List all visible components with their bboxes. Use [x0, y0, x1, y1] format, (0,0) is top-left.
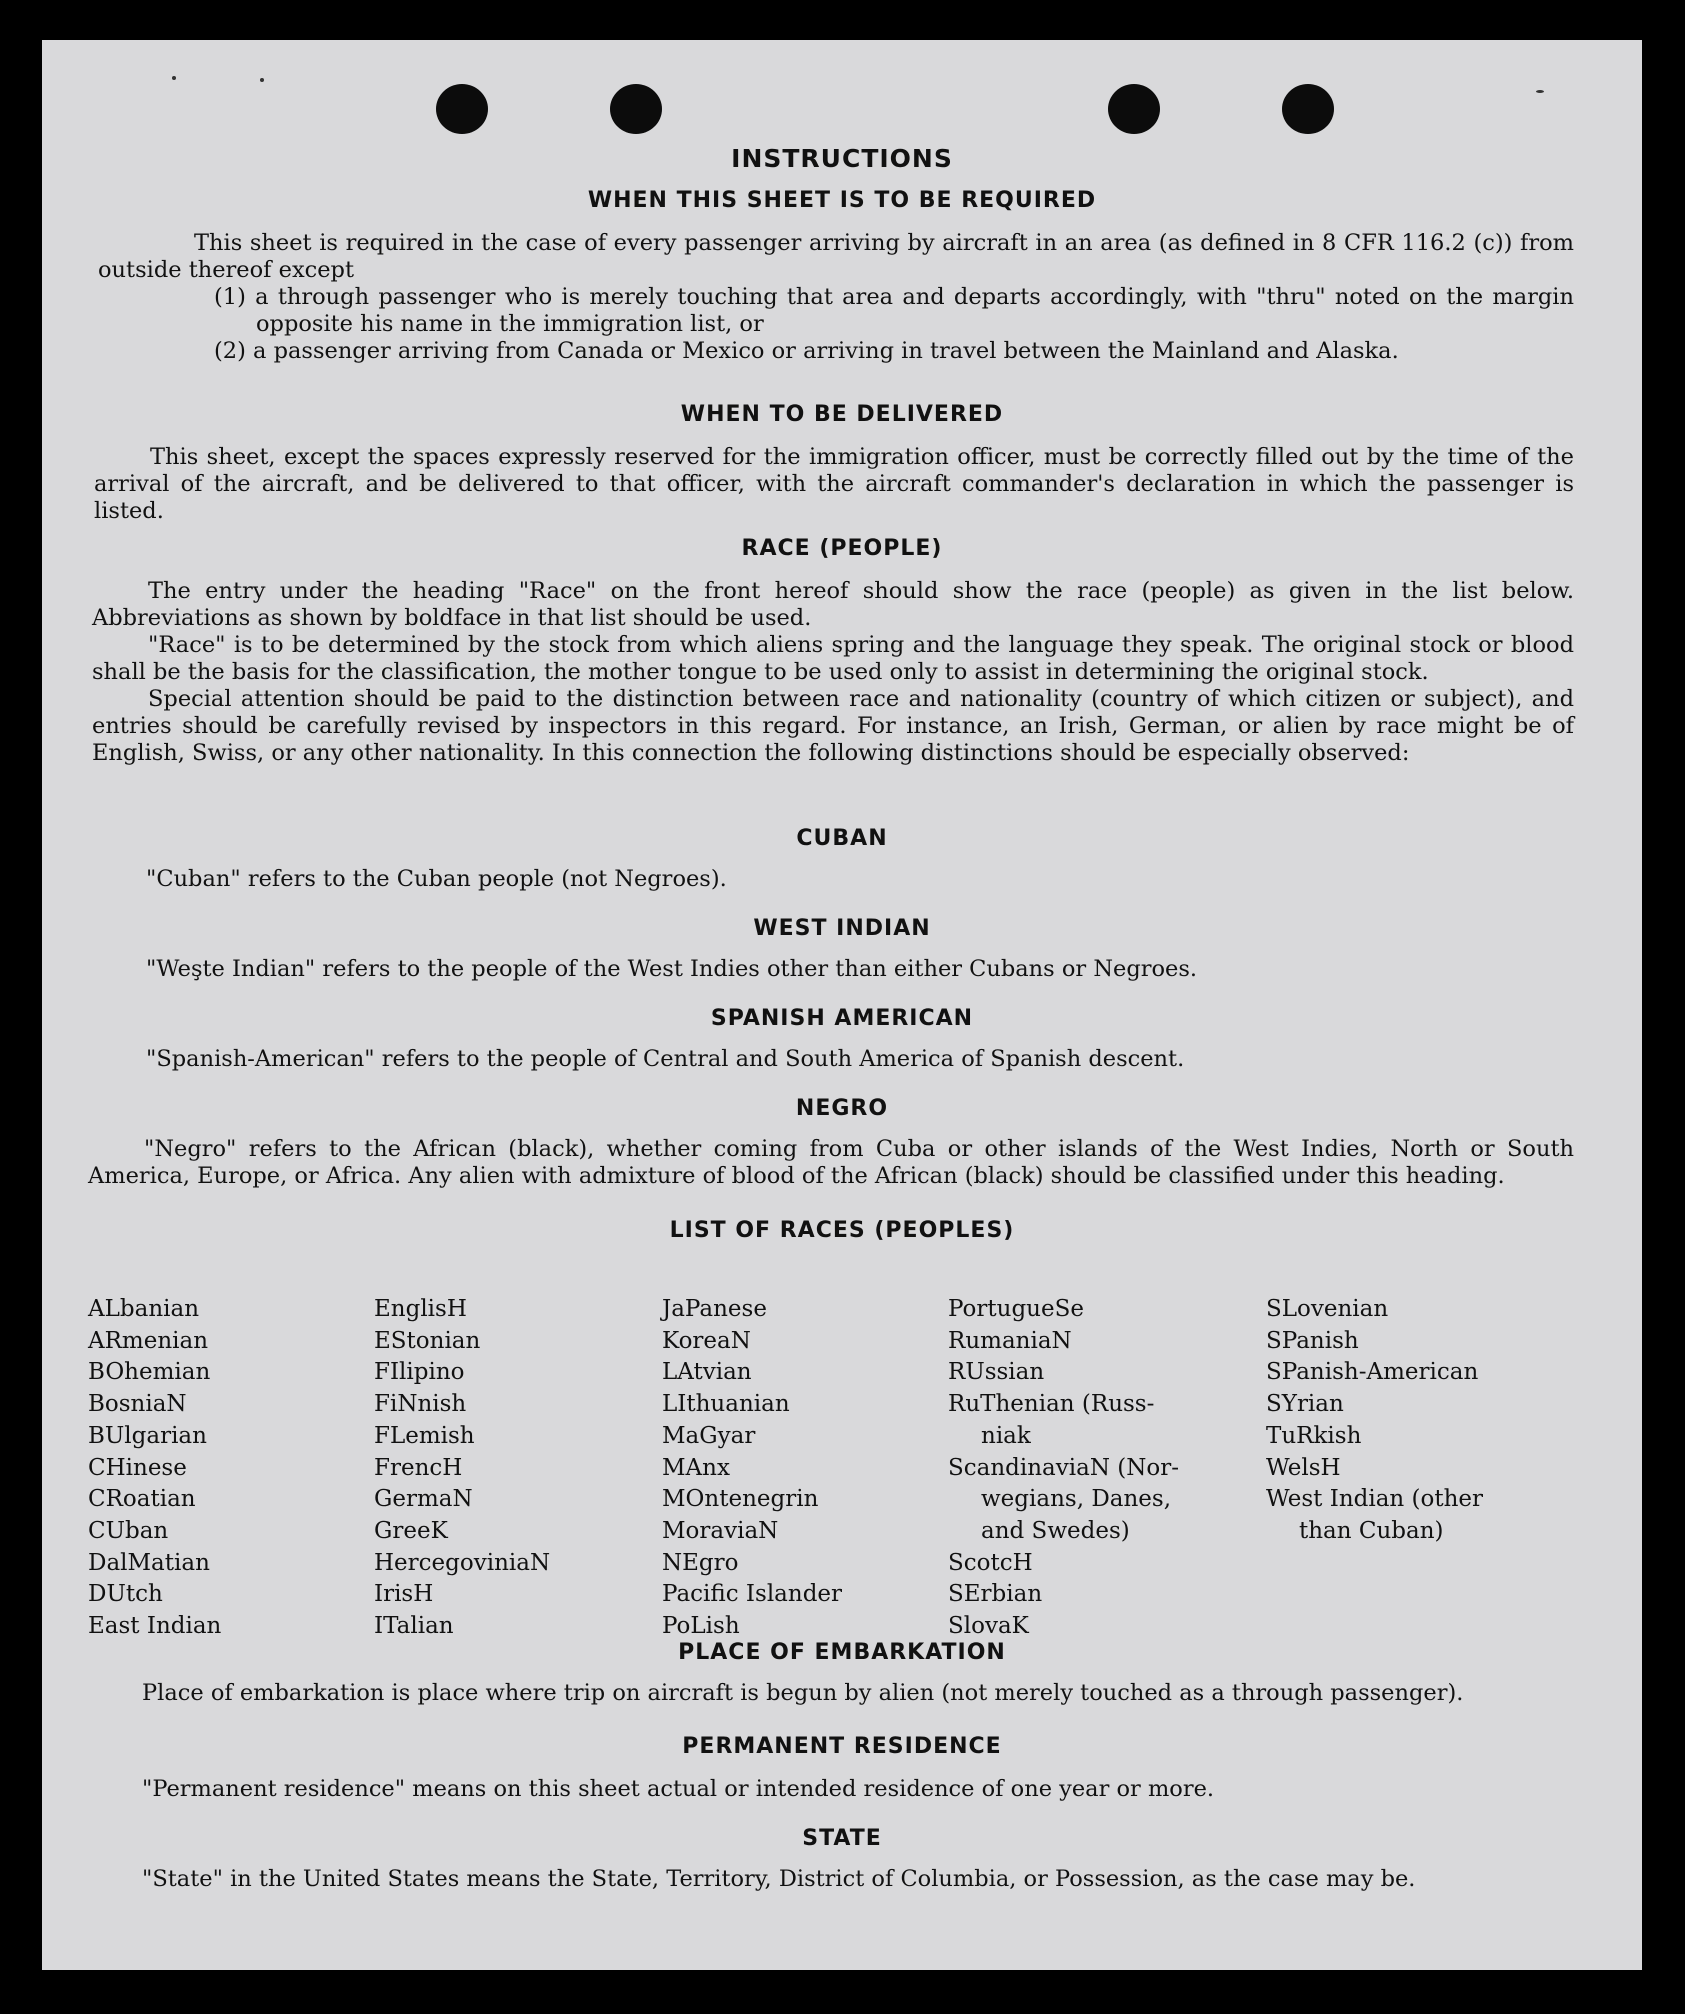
page-title: INSTRUCTIONS: [731, 144, 953, 173]
race-entry: BOhemian: [88, 1359, 211, 1386]
required-intro: This sheet is required in the case of every passenger arriving by aircraft in an area (as defined in 8 CFR 116.2 (c)) from outside thereof except: [98, 230, 1574, 283]
heading-list-of-races: LIST OF RACES (PEOPLES): [669, 1218, 1015, 1243]
punch-hole: [1108, 84, 1160, 134]
negro-paragraph: "Negro" refers to the African (black), whether coming from Cuba or other islands of the West Indies, North or South America, Europe, or Africa. Any alien with admixture of blood of the African (black) should be classified under this heading.: [88, 1136, 1574, 1189]
races-column-5: [1266, 1294, 1566, 1548]
race-entry: ScandinaviaN (Nor-: [948, 1454, 1179, 1481]
delivered-text: [94, 444, 1574, 525]
race-entry: SYrian: [1266, 1391, 1344, 1418]
race-entry: HercegoviniaN: [374, 1549, 551, 1576]
race-entry: FiNnish: [374, 1391, 467, 1418]
state-text: [86, 1866, 1568, 1893]
state-paragraph: "State" in the United States means the State, Territory, District of Columbia, or Possession, as the case may be.: [142, 1866, 1416, 1892]
punch-hole: [1282, 84, 1334, 134]
race-entry: East Indian: [88, 1613, 222, 1640]
delivered-paragraph: This sheet, except the spaces expressly reserved for the immigration officer, must be correctly filled out by the time of the arrival of the aircraft, and be delivered to that officer, with the aircraft commander's declaration in which the passenger is listed.: [94, 444, 1574, 524]
race-entry: SPanish-American: [1266, 1359, 1479, 1386]
race-entry: GreeK: [374, 1517, 448, 1544]
race-entry: SlovaK: [948, 1613, 1029, 1640]
heading-embarkation: PLACE OF EMBARKATION: [678, 1640, 1006, 1665]
race-entry: CRoatian: [88, 1486, 196, 1513]
race-entry: SLovenian: [1266, 1296, 1389, 1322]
race-entry-continuation: and Swedes): [981, 1517, 1130, 1544]
race-entry: JaPanese: [662, 1296, 767, 1322]
race-entry: SPanish: [1266, 1327, 1359, 1354]
race-p2: "Race" is to be determined by the stock from which aliens spring and the language they speak. The original stock or blood shall be the basis for the classification, the mother tongue to be used only to assist in determining the original stock.: [92, 632, 1574, 685]
races-column-1: [88, 1294, 338, 1643]
race-entry: ARmenian: [88, 1327, 209, 1354]
race-entry: PoLish: [662, 1613, 740, 1640]
race-entry: CUban: [88, 1517, 169, 1544]
required-text: [98, 230, 1574, 365]
race-entry: MoraviaN: [662, 1517, 779, 1544]
race-entry: DalMatian: [88, 1549, 210, 1576]
race-entry: LIthuanian: [662, 1391, 790, 1418]
race-entry: DUtch: [88, 1581, 163, 1608]
race-entry: WelsH: [1266, 1454, 1341, 1481]
race-entry: IrisH: [374, 1581, 434, 1608]
race-entry: ITalian: [374, 1613, 454, 1640]
race-entry-continuation: niak: [981, 1422, 1031, 1449]
races-column-2: [374, 1294, 664, 1643]
negro-text: [88, 1136, 1574, 1190]
race-entry: PortugueSe: [948, 1296, 1084, 1322]
race-entry: CHinese: [88, 1454, 187, 1481]
race-entry: West Indian (other: [1266, 1486, 1484, 1513]
race-entry: GermaN: [374, 1486, 473, 1513]
race-p3: Special attention should be paid to the distinction between race and nationality (country of which citizen or subject), and entries should be carefully revised by inspectors in this regard. For instance, an Irish, German, or alien by race might be of English, Swiss, or any other nationality. In this connection the following distinctions should be especially observed:: [92, 686, 1574, 766]
race-entry: NEgro: [662, 1549, 739, 1576]
document-page: [42, 40, 1642, 1970]
embarkation-text: [86, 1680, 1568, 1707]
heading-residence: PERMANENT RESIDENCE: [682, 1734, 1002, 1759]
residence-text: "Permanent residence" means on this sheet actual or intended residence of one year or more.: [142, 1776, 1215, 1802]
race-p1: The entry under the heading "Race" on the front hereof should show the race (people) as given in the list below. Abbreviations as shown by boldface in that list should be used.: [92, 578, 1574, 631]
race-entry: ALbanian: [88, 1296, 200, 1322]
heading-race: RACE (PEOPLE): [741, 536, 943, 561]
race-entry: MOntenegrin: [662, 1486, 819, 1513]
spanish-american-text: "Spanish-American" refers to the people of Central and South America of Spanish descent.: [146, 1046, 1185, 1072]
race-entry: KoreaN: [662, 1327, 751, 1354]
race-entry: RUssian: [948, 1359, 1045, 1386]
cuban-text: "Cuban" refers to the Cuban people (not Negroes).: [146, 866, 727, 892]
speck: [172, 76, 176, 80]
race-entry: SErbian: [948, 1581, 1043, 1608]
race-entry: MAnx: [662, 1454, 730, 1481]
race-entry: FLemish: [374, 1422, 475, 1449]
race-entry-continuation: wegians, Danes,: [981, 1486, 1172, 1513]
embarkation-paragraph: Place of embarkation is place where trip on aircraft is begun by alien (not merely touched as a through passenger).: [142, 1680, 1464, 1706]
punch-hole: [610, 84, 662, 134]
race-entry: FIlipino: [374, 1359, 465, 1386]
race-entry: MaGyar: [662, 1422, 756, 1449]
race-entry: EnglisH: [374, 1296, 467, 1322]
race-entry: LAtvian: [662, 1359, 752, 1386]
race-text: [92, 578, 1574, 767]
race-entry: BosniaN: [88, 1391, 187, 1418]
heading-state: STATE: [802, 1826, 882, 1851]
heading-required: WHEN THIS SHEET IS TO BE REQUIRED: [587, 188, 1097, 213]
heading-spanish-american: SPANISH AMERICAN: [710, 1006, 974, 1031]
race-entry: TuRkish: [1266, 1422, 1362, 1449]
west-indian-text: "Weşte Indian" refers to the people of the West Indies other than either Cubans or Negroes.: [146, 956, 1198, 982]
race-entry: BUlgarian: [88, 1422, 207, 1449]
heading-negro: NEGRO: [795, 1096, 889, 1121]
race-entry-continuation: than Cuban): [1299, 1517, 1444, 1544]
race-entry: RuThenian (Russ-: [948, 1391, 1155, 1418]
required-item-2: (2) a passenger arriving from Canada or Mexico or arriving in travel between the Mainland and Alaska.: [214, 338, 1399, 364]
required-item-1: (1) a through passenger who is merely touching that area and departs accordingly, with "thru" noted on the margin opposite his name in the immigration list, or: [214, 284, 1574, 337]
races-column-4: [948, 1294, 1238, 1643]
heading-west-indian: WEST INDIAN: [753, 916, 931, 941]
heading-delivered: WHEN TO BE DELIVERED: [680, 402, 1004, 427]
speck: [260, 78, 264, 82]
heading-cuban: CUBAN: [796, 826, 888, 851]
race-entry: Pacific Islander: [662, 1581, 843, 1608]
punch-hole: [436, 84, 488, 134]
race-entry: FrencH: [374, 1454, 463, 1481]
race-entry: EStonian: [374, 1327, 481, 1354]
race-entry: ScotcH: [948, 1549, 1033, 1576]
speck: [1536, 90, 1544, 93]
races-column-3: [662, 1294, 942, 1643]
race-entry: RumaniaN: [948, 1327, 1072, 1354]
